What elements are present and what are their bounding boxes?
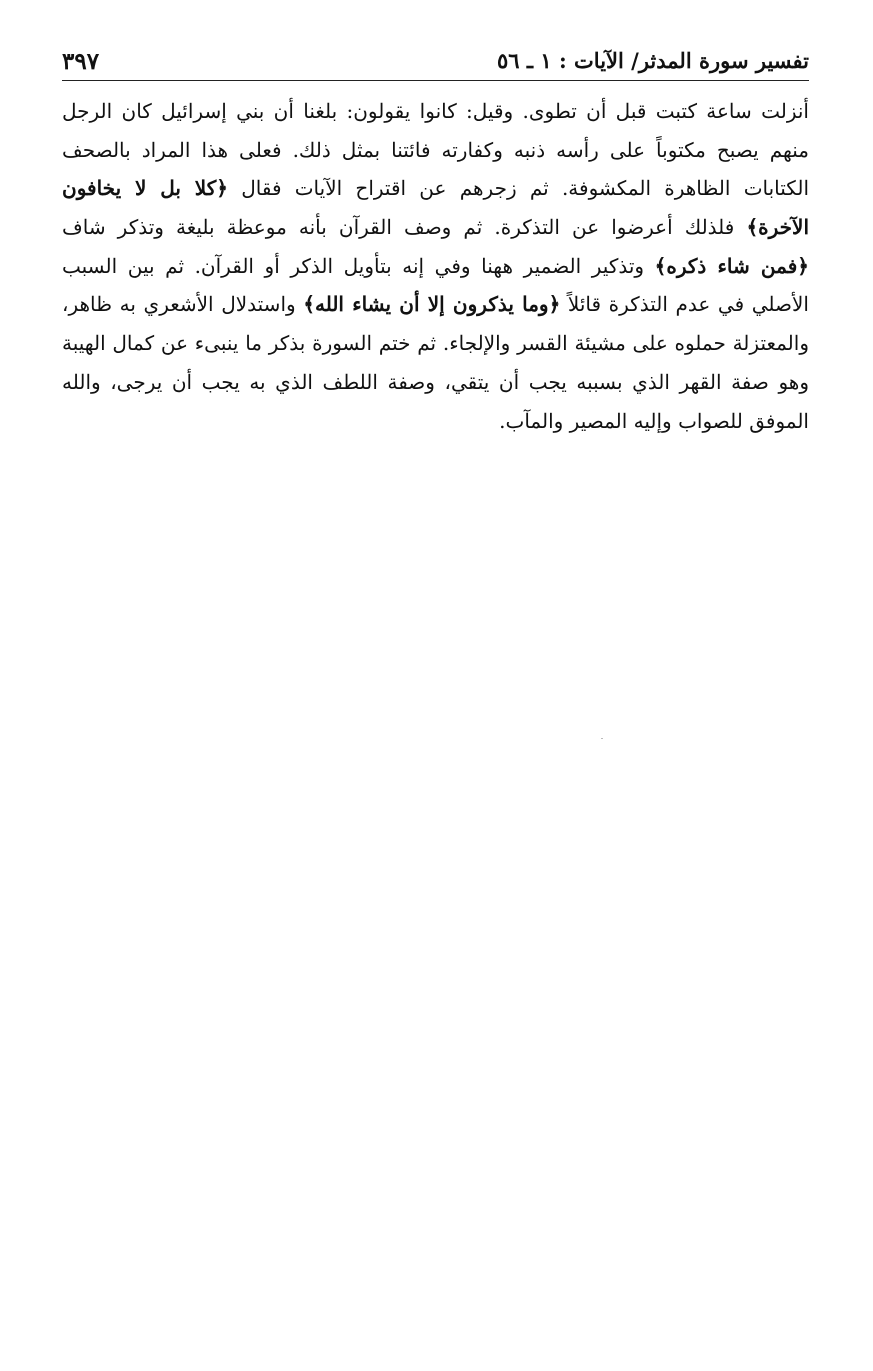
text-line <box>62 363 809 402</box>
text-segment: أنزلت ساعة كتبت قبل أن تطوى. وقيل: كانوا يقولون: بلغنا أن بني إسرائيل كان الرجل <box>62 99 809 123</box>
text-segment: منهم يصبح مكتوباً على رأسه ذنبه وكفارته فائتنا بمثل ذلك. فعلى هذا المراد بالصحف <box>62 137 809 162</box>
text-line <box>62 92 809 131</box>
text-segment: واستدلال الأشعري به ظاهر، <box>62 292 304 317</box>
running-title: تفسير سورة المدثر/ الآيات : ١ ـ ٥٦ <box>497 48 809 73</box>
text-line <box>62 285 809 324</box>
text-line <box>62 169 809 208</box>
text-segment: الأصلي في عدم التذكرة قائلاً <box>560 292 809 317</box>
scan-speck <box>601 738 603 739</box>
quran-quote: الآخرة﴾ <box>746 215 809 240</box>
text-segment: وتذكير الضمير ههنا وفي إنه بتأويل الذكر أو القرآن. ثم بين السبب <box>62 253 655 278</box>
quran-quote: ﴿كلا بل لا يخافون <box>62 176 228 201</box>
page-header <box>62 44 809 81</box>
text-segment: وهو صفة القهر الذي بسببه يجب أن يتقي، وصفة اللطف الذي به يجب أن يرجى، والله <box>62 369 809 394</box>
body-text <box>62 92 809 440</box>
text-segment: الكتابات الظاهرة المكشوفة. ثم زجرهم عن اقتراح الآيات فقال <box>227 176 809 201</box>
text-segment: والمعتزلة حملوه على مشيئة القسر والإلجاء. ثم ختم السورة بذكر ما ينبىء عن كمال الهيبة <box>62 331 809 356</box>
text-segment: الموفق للصواب وإليه المصير والمآب. <box>499 408 809 433</box>
text-line <box>62 131 809 170</box>
text-line <box>62 208 809 247</box>
quran-quote: ﴿فمن شاء ذكره﴾ <box>654 253 809 278</box>
text-segment: فلذلك أعرضوا عن التذكرة. ثم وصف القرآن بأنه موعظة بليغة وتذكر شاف <box>62 215 747 240</box>
text-line <box>62 324 809 363</box>
quran-quote: ﴿وما يذكرون إلا أن يشاء الله﴾ <box>303 292 561 317</box>
text-line <box>62 402 809 441</box>
text-line <box>62 247 809 286</box>
page-number: ٣٩٧ <box>62 48 100 75</box>
